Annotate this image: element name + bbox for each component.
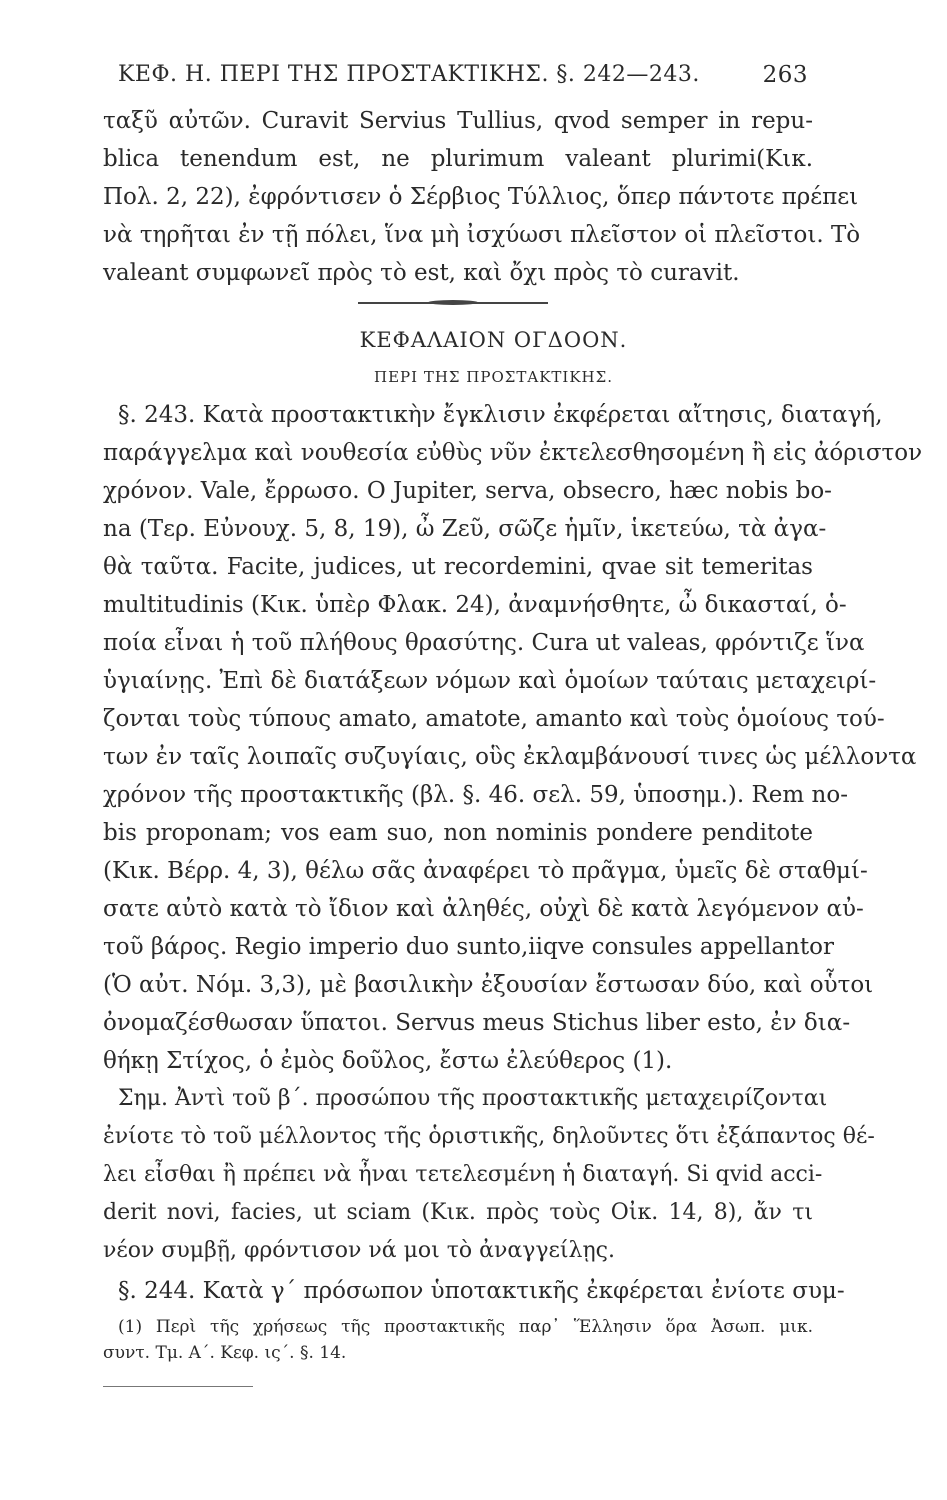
chapter-title: ΚΕΦΑΛΑΙΟΝ ΟΓΔΟΟΝ. bbox=[359, 328, 628, 352]
text-line: ποία εἶναι ἡ τοῦ πλήθους θρασύτης. Cura ut valeas, φρόντιζε ἵνα bbox=[103, 630, 865, 656]
footnote-divider bbox=[103, 1386, 253, 1387]
text-line: θήκῃ Στίχος, ὁ ἐμὸς δοῦλος, ἔστω ἐλεύθερος (1). bbox=[103, 1048, 673, 1074]
text-line: ὑγιαίνῃς. Ἐπὶ δὲ διατάξεων νόμων καὶ ὁμοίων ταύταις μεταχειρί- bbox=[103, 668, 877, 694]
text-line: ὀνομαζέσθωσαν ὕπατοι. Servus meus Stichus liber esto, ἐν δια- bbox=[103, 1010, 851, 1036]
page-number: 263 bbox=[762, 62, 808, 88]
text-line: χρόνον τῆς προστακτικῆς (βλ. §. 46. σελ. 59, ὑποσημ.). Rem no- bbox=[103, 782, 848, 808]
text-line: §. 244. Κατὰ γ΄ πρόσωπον ὑποτακτικῆς ἐκφέρεται ἐνίοτε συμ- bbox=[118, 1278, 845, 1304]
text-line: των ἐν ταῖς λοιπαῖς συζυγίαις, οὓς ἐκλαμβάνουσί τινες ὡς μέλλοντα bbox=[103, 744, 917, 770]
text-line: §. 243. Κατὰ προστακτικὴν ἔγκλισιν ἐκφέρεται αἴτησις, διαταγή, bbox=[118, 402, 883, 428]
text-line: ταξῦ αὐτῶν. Curavit Servius Tullius, qvod semper in repu- bbox=[103, 108, 813, 134]
footnote-line: (1) Περὶ τῆς χρήσεως τῆς προστακτικῆς παρ᾽ Ἕλλησιν ὅρα Ἀσωπ. μικ. bbox=[118, 1317, 813, 1337]
remark-line: Σημ. Ἀντὶ τοῦ β΄. προσώπου τῆς προστακτικῆς μεταχειρίζονται bbox=[118, 1086, 828, 1111]
text-line: (Κικ. Βέρρ. 4, 3), θέλω σᾶς ἀναφέρει τὸ πρᾶγμα, ὑμεῖς δὲ σταθμί- bbox=[103, 858, 868, 884]
footnote-line: συντ. Τμ. Α΄. Κεφ. ις΄. §. 14. bbox=[103, 1343, 347, 1363]
section-divider bbox=[358, 302, 548, 304]
remark-line: λει εἶσθαι ἢ πρέπει νὰ ἦναι τετελεσμένη ἡ διαταγή. Si qvid acci- bbox=[103, 1162, 823, 1187]
chapter-subtitle: ΠΕΡΙ ΤΗΣ ΠΡΟΣΤΑΚΤΙΚΗΣ. bbox=[374, 368, 613, 386]
running-header bbox=[118, 62, 808, 94]
text-line: bis proponam; vos eam suo, non nominis pondere penditote bbox=[103, 820, 813, 846]
text-line: σατε αὐτὸ κατὰ τὸ ἴδιον καὶ ἀληθές, οὐχὶ δὲ κατὰ λεγόμενον αὐ- bbox=[103, 896, 864, 922]
text-line: χρόνον. Vale, ἔρρωσο. O Jupiter, serva, obsecro, hæc nobis bo- bbox=[103, 478, 832, 504]
running-title: ΚΕΦ. Η. ΠΕΡΙ ΤΗΣ ΠΡΟΣΤΑΚΤΙΚΗΣ. §. 242—243. bbox=[118, 62, 700, 87]
remark-line: derit novi, facies, ut sciam (Κικ. πρὸς τοὺς Οἰκ. 14, 8), ἄν τι bbox=[103, 1200, 813, 1225]
text-line: θὰ ταῦτα. Facite, judices, ut recordemini, qvae sit temeritas bbox=[103, 554, 813, 580]
text-line: multitudinis (Κικ. ὑπὲρ Φλακ. 24), ἀναμνήσθητε, ὦ δικασταί, ὁ- bbox=[103, 592, 847, 618]
text-line: Πολ. 2, 22), ἐφρόντισεν ὁ Σέρβιος Τύλλιος, ὅπερ πάντοτε πρέπει bbox=[103, 184, 859, 210]
text-line: νὰ τηρῆται ἐν τῇ πόλει, ἵνα μὴ ἰσχύωσι πλεῖστον οἱ πλεῖστοι. Τὸ bbox=[103, 222, 861, 248]
text-line: τοῦ βάρος. Regio imperio duo sunto,iiqve consules appellantor bbox=[103, 934, 834, 960]
text-line: ζονται τοὺς τύπους amato, amatote, amanto καὶ τοὺς ὁμοίους τού- bbox=[103, 706, 885, 732]
text-line: (Ὁ αὐτ. Νόμ. 3,3), μὲ βασιλικὴν ἐξουσίαν ἔστωσαν δύο, καὶ οὗτοι bbox=[103, 972, 874, 998]
text-line: valeant συμφωνεῖ πρὸς τὸ est, καὶ ὄχι πρὸς τὸ curavit. bbox=[103, 260, 740, 286]
text-line: na (Τερ. Εὐνουχ. 5, 8, 19), ὦ Ζεῦ, σῶζε ἡμῖν, ἱκετεύω, τὰ ἀγα- bbox=[103, 516, 827, 542]
text-line: παράγγελμα καὶ νουθεσία εὐθὺς νῦν ἐκτελεσθησομένη ἢ εἰς ἀόριστον bbox=[103, 440, 923, 466]
remark-line: ἐνίοτε τὸ τοῦ μέλλοντος τῆς ὁριστικῆς, δηλοῦντες ὅτι ἐξάπαντος θέ- bbox=[103, 1124, 875, 1149]
remark-line: νέον συμβῇ, φρόντισον νά μοι τὸ ἀναγγείλῃς. bbox=[103, 1238, 615, 1263]
text-line: blica tenendum est, ne plurimum valeant plurimi(Κικ. bbox=[103, 146, 813, 172]
